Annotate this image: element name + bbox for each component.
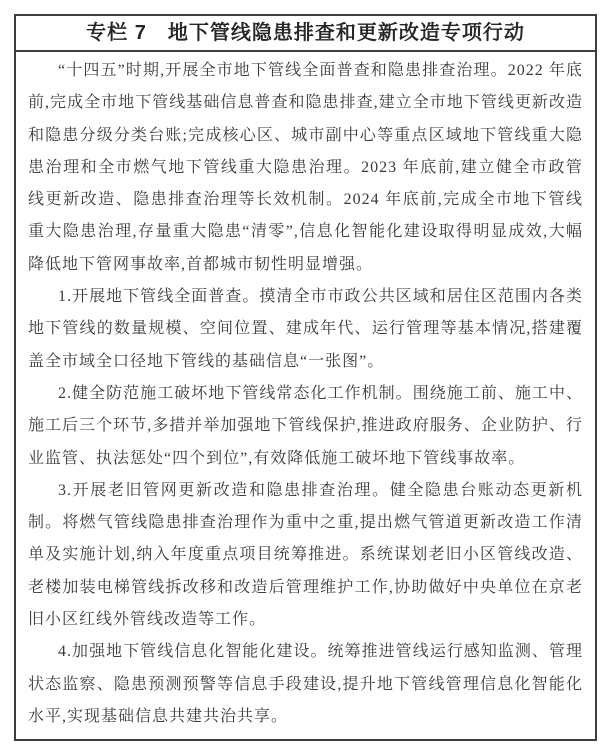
item-paragraph-1: 1.开展地下管线全面普查。摸清全市市政公共区域和居住区范围内各类地下管线的数量规模、空间位置、建成年代、运行管理等基本情况,搭建覆盖全市域全口径地下管线的基础信息“一张图”。 [28, 288, 583, 370]
item-paragraph-2: 2.健全防范施工破坏地下管线常态化工作机制。围绕施工前、施工中、施工后三个环节,多措并举加强地下管线保护,推进政府服务、企业防护、行业监管、执法惩处“四个到位”,有效降低施工破坏地下管线事故率。 [28, 384, 583, 467]
item-paragraph-3: 3.开展老旧管网更新改造和隐患排查治理。健全隐患台账动态更新机制。将燃气管线隐患排查治理作为重中之重,提出燃气管道更新改造工作清单及实施计划,纳入年度重点项目统筹推进。系统谋划老旧小区管线改造、老楼加装电梯管线拆改移和改造后管理维护工作,协助做好中央单位在京老旧小区红线外管线改造等工作。 [28, 481, 583, 629]
intro-paragraph: “十四五”时期,开展全市地下管线全面普查和隐患排查治理。2022 年底前,完成全市地下管线基础信息普查和隐患排查,建立全市地下管线更新改造和隐患分级分类台账;完成核心区、城市副中心等重点区域地下管线重大隐患治理和全市燃气地下管线重大隐患治理。2023 年底前,建立健全市政管线更新改造、隐患排查治理等长效机制。2024 年底前,完成全市地下管线重大隐患治理,存量重大隐患“清零”,信息化智能化建设取得明显成效,大幅降低地下管网事故率,首都城市韧性明显增强。 [28, 62, 583, 273]
item-paragraph-4: 4.加强地下管线信息化智能化建设。统筹推进管线运行感知监测、管理状态监察、隐患预测预警等信息手段建设,提升地下管线管理信息化智能化水平,实现基础信息共建共治共享。 [28, 643, 583, 725]
box-title: 专栏 7 地下管线隐患排查和更新改造专项行动 [16, 16, 595, 52]
special-action-column-box [14, 14, 597, 741]
box-body [16, 52, 595, 741]
